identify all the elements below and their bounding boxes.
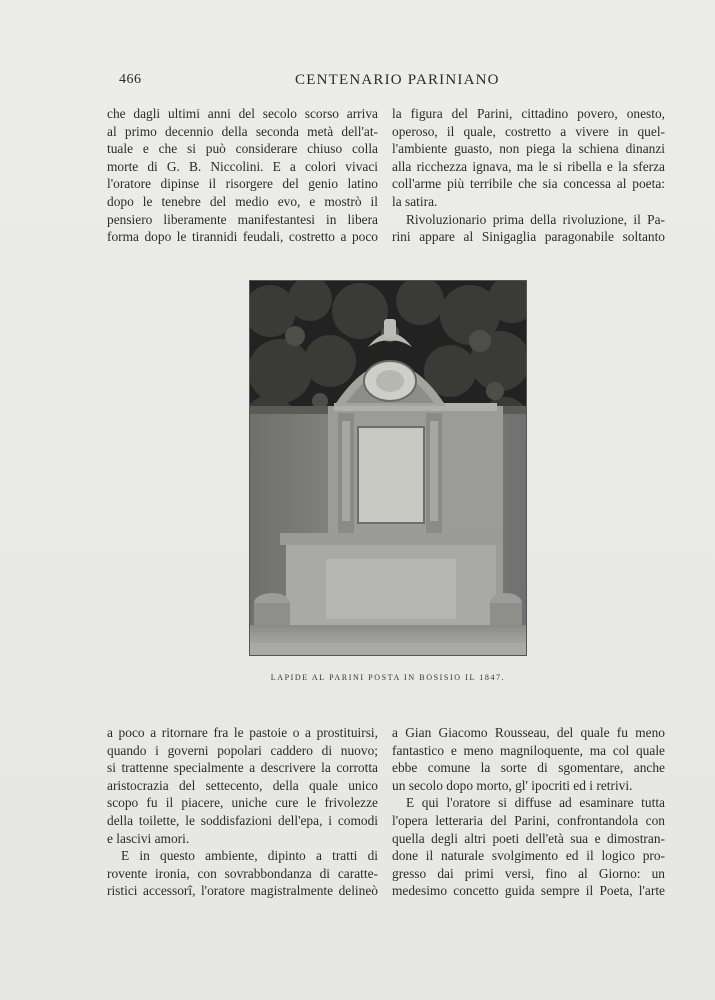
text-line: done il naturale svolgimento ed il logico pro- <box>392 848 665 864</box>
text-line: alla ricchezza ignava, ma le si ribella e la sferza <box>392 158 665 174</box>
text-line: a Gian Giacomo Rousseau, del quale fu meno <box>392 725 665 740</box>
text-line: la figura del Parini, cittadino povero, onesto, <box>392 106 665 121</box>
text-line: medesimo concetto guida sempre il Poeta, l'arte <box>392 883 665 899</box>
bottom-right-column <box>392 724 665 900</box>
text-line: E qui l'oratore si diffuse ad esaminare tutta <box>406 795 665 811</box>
text-line: si trattenne specialmente a descrivere la corrotta <box>107 760 378 776</box>
text-line: tuale e che si può considerare chiuso colla <box>107 141 378 157</box>
figure-caption: LAPIDE AL PARINI POSTA IN BOSISIO IL 1847. <box>270 673 506 682</box>
text-line: operoso, il quale, costretto a vivere in quel- <box>392 123 665 139</box>
text-line: e lascivi amori. <box>107 830 190 846</box>
text-line: ristici accessorî, l'oratore magistralmente delineò <box>107 883 378 899</box>
text-line: al primo decennio della seconda metà dell'at- <box>107 123 378 139</box>
text-line: quella degli altri poeti dell'età sua e dimostran- <box>392 830 665 846</box>
text-line: della toilette, le soddisfazioni dell'epa, i comodi <box>107 812 378 828</box>
text-line: rini appare al Sinigaglia paragonabile soltanto <box>392 229 665 245</box>
memorial-photograph <box>249 280 527 656</box>
text-line: Rivoluzionario prima della rivoluzione, il Pa- <box>406 211 665 227</box>
text-line: la satira. <box>392 193 438 209</box>
text-line: morte di G. B. Niccolini. E a colori vivaci <box>107 158 378 174</box>
text-line: coll'arme più terribile che sia concessa al poeta: <box>392 176 665 192</box>
text-line: rovente ironia, con sovrabbondanza di caratte- <box>107 865 378 881</box>
text-line: forma dopo le tirannidi feudali, costretto a poco <box>107 229 378 245</box>
text-line: un secolo dopo morto, gl' ipocriti ed i retrivi. <box>392 777 633 793</box>
top-left-column <box>107 105 378 246</box>
text-line: l'opera letteraria del Parini, confrontandola con <box>392 812 665 828</box>
page-number: 466 <box>119 72 142 87</box>
text-line: scopo fu il piacere, uniche cure le frivolezze <box>107 795 378 811</box>
bottom-left-column <box>107 724 378 900</box>
text-line: l'oratore dipinse il risorgere del genio latino <box>107 176 378 192</box>
text-line: quando i governi popolari caddero di nuovo; <box>107 742 378 758</box>
text-line: gresso dai primi versi, fino al Giorno: un <box>392 865 665 881</box>
text-line: aristocrazia del settecento, della quale unico <box>107 777 378 793</box>
text-line: ebbe comune la sorte di sgomentare, anche <box>392 760 665 776</box>
top-right-column <box>392 105 665 246</box>
text-line: pensiero liberamente manifestantesi in libera <box>107 211 378 227</box>
text-line: che dagli ultimi anni del secolo scorso arriva <box>107 106 378 121</box>
text-line: fantastico e meno magniloquente, ma col quale <box>392 742 665 758</box>
page-header <box>119 72 579 92</box>
text-line: dopo le tenebre del medio evo, e mostrò il <box>107 193 378 209</box>
text-line: a poco a ritornare fra le pastoie o a prostituirsi, <box>107 725 378 740</box>
text-line: E in questo ambiente, dipinto a tratti di <box>121 848 378 864</box>
text-line: l'ambiente guasto, non piega la schiena dinanzi <box>392 141 665 157</box>
running-title: CENTENARIO PARINIANO <box>295 72 500 88</box>
